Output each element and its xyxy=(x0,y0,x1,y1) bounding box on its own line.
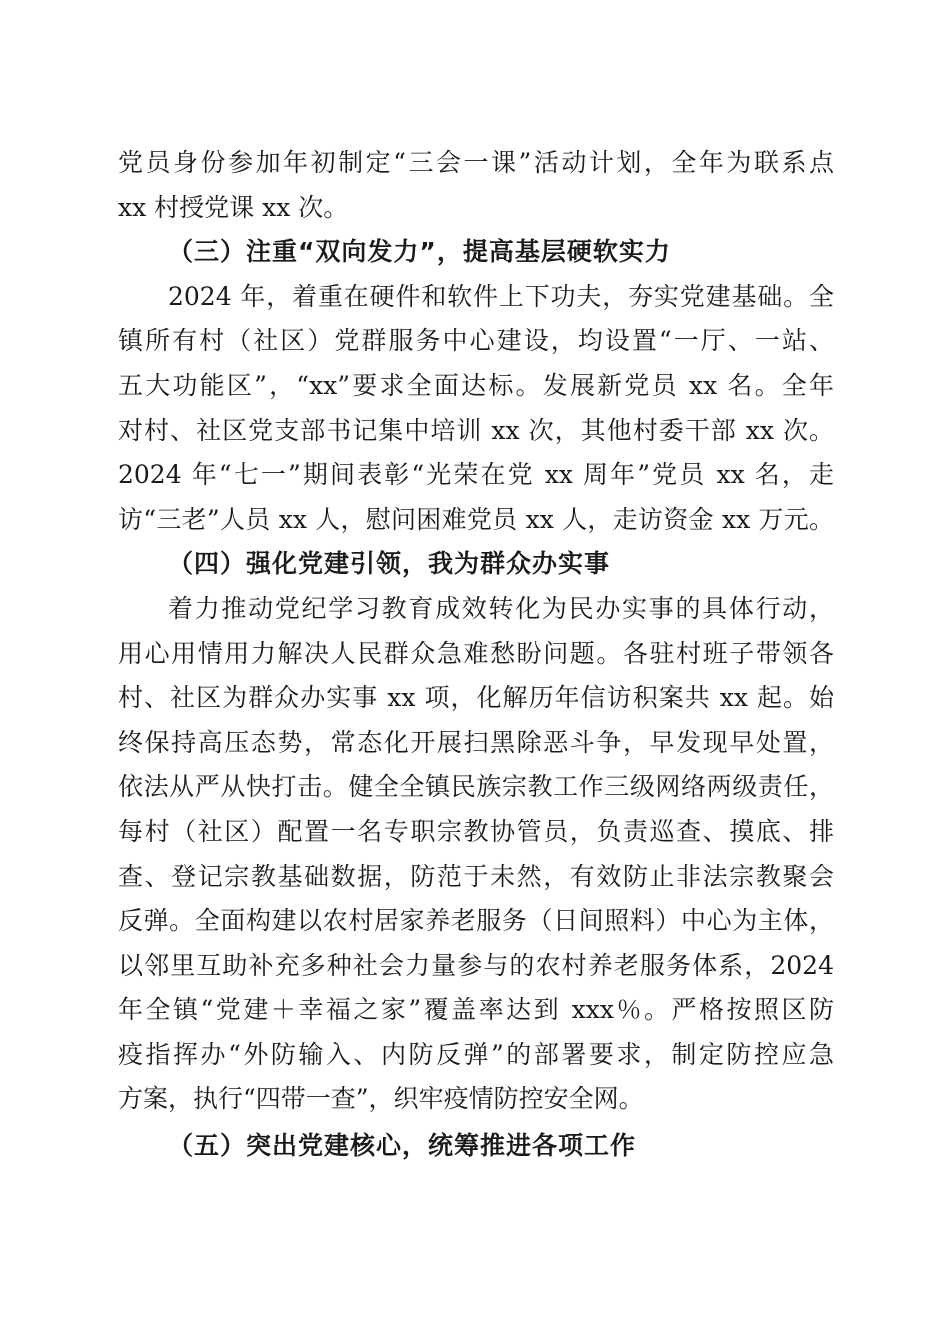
text-line: 终保持高压态势，常态化开展扫黑除恶斗争，早发现早处置， xyxy=(118,727,834,757)
section-5-heading: （五）突出党建核心，统筹推进各项工作 xyxy=(168,1131,637,1161)
text-line: xx 村授党课 xx 次。 xyxy=(118,192,349,222)
text-line: 年全镇“党建＋幸福之家”覆盖率达到 xxx％。严格按照区防 xyxy=(118,995,834,1025)
text-line: 方案，执行“四带一查”，织牢疫情防控安全网。 xyxy=(118,1084,644,1114)
section-5 xyxy=(118,1124,834,1169)
section-3-heading: （三）注重“双向发力”，提高基层硬软实力 xyxy=(168,237,671,267)
text-line: 反弹。全面构建以农村居家养老服务（日间照料）中心为主体， xyxy=(118,906,834,936)
text-line: 五大功能区”，“xx”要求全面达标。发展新党员 xx 名。全年 xyxy=(118,370,834,400)
text-line: 对村、社区党支部书记集中培训 xx 次，其他村委干部 xx 次。 xyxy=(118,415,834,445)
text-line: 疫指挥办“外防输入、内防反弹”的部署要求，制定防控应急 xyxy=(118,1039,834,1069)
text-line: 党员身份参加年初制定“三会一课”活动计划，全年为联系点 xyxy=(118,148,834,177)
text-line: 每村（社区）配置一名专职宗教协管员，负责巡查、摸底、排 xyxy=(118,816,834,846)
text-line: 查、登记宗教基础数据，防范于未然，有效防止非法宗教聚会 xyxy=(118,861,834,891)
text-line: 村、社区为群众办实事 xx 项，化解历年信访积案共 xx 起。始 xyxy=(118,683,834,713)
text-line: 用心用情用力解决人民群众急难愁盼问题。各驻村班子带领各 xyxy=(118,638,834,668)
section-4-heading: （四）强化党建引领，我为群众办实事 xyxy=(168,549,611,579)
text-line: 2024 年，着重在硬件和软件上下功夫，夯实党建基础。全 xyxy=(168,281,834,311)
text-line: 2024 年“七一”期间表彰“光荣在党 xx 周年”党员 xx 名，走 xyxy=(118,460,834,490)
section-3 xyxy=(118,230,834,542)
intro-paragraph xyxy=(118,141,834,230)
text-line: 着力推动党纪学习教育成效转化为民办实事的具体行动， xyxy=(168,593,834,623)
section-4-paragraph xyxy=(118,587,834,1122)
document-page xyxy=(118,141,834,1169)
section-4 xyxy=(118,542,834,1122)
text-line: 依法从严从快打击。健全全镇民族宗教工作三级网络两级责任， xyxy=(118,772,834,802)
text-line: 镇所有村（社区）党群服务中心建设，均设置“一厅、一站、 xyxy=(118,326,834,356)
section-3-paragraph xyxy=(118,275,834,543)
text-line: 以邻里互助补充多种社会力量参与的农村养老服务体系，2024 xyxy=(118,950,834,980)
text-line: 访“三老”人员 xx 人，慰问困难党员 xx 人，走访资金 xx 万元。 xyxy=(118,504,834,534)
